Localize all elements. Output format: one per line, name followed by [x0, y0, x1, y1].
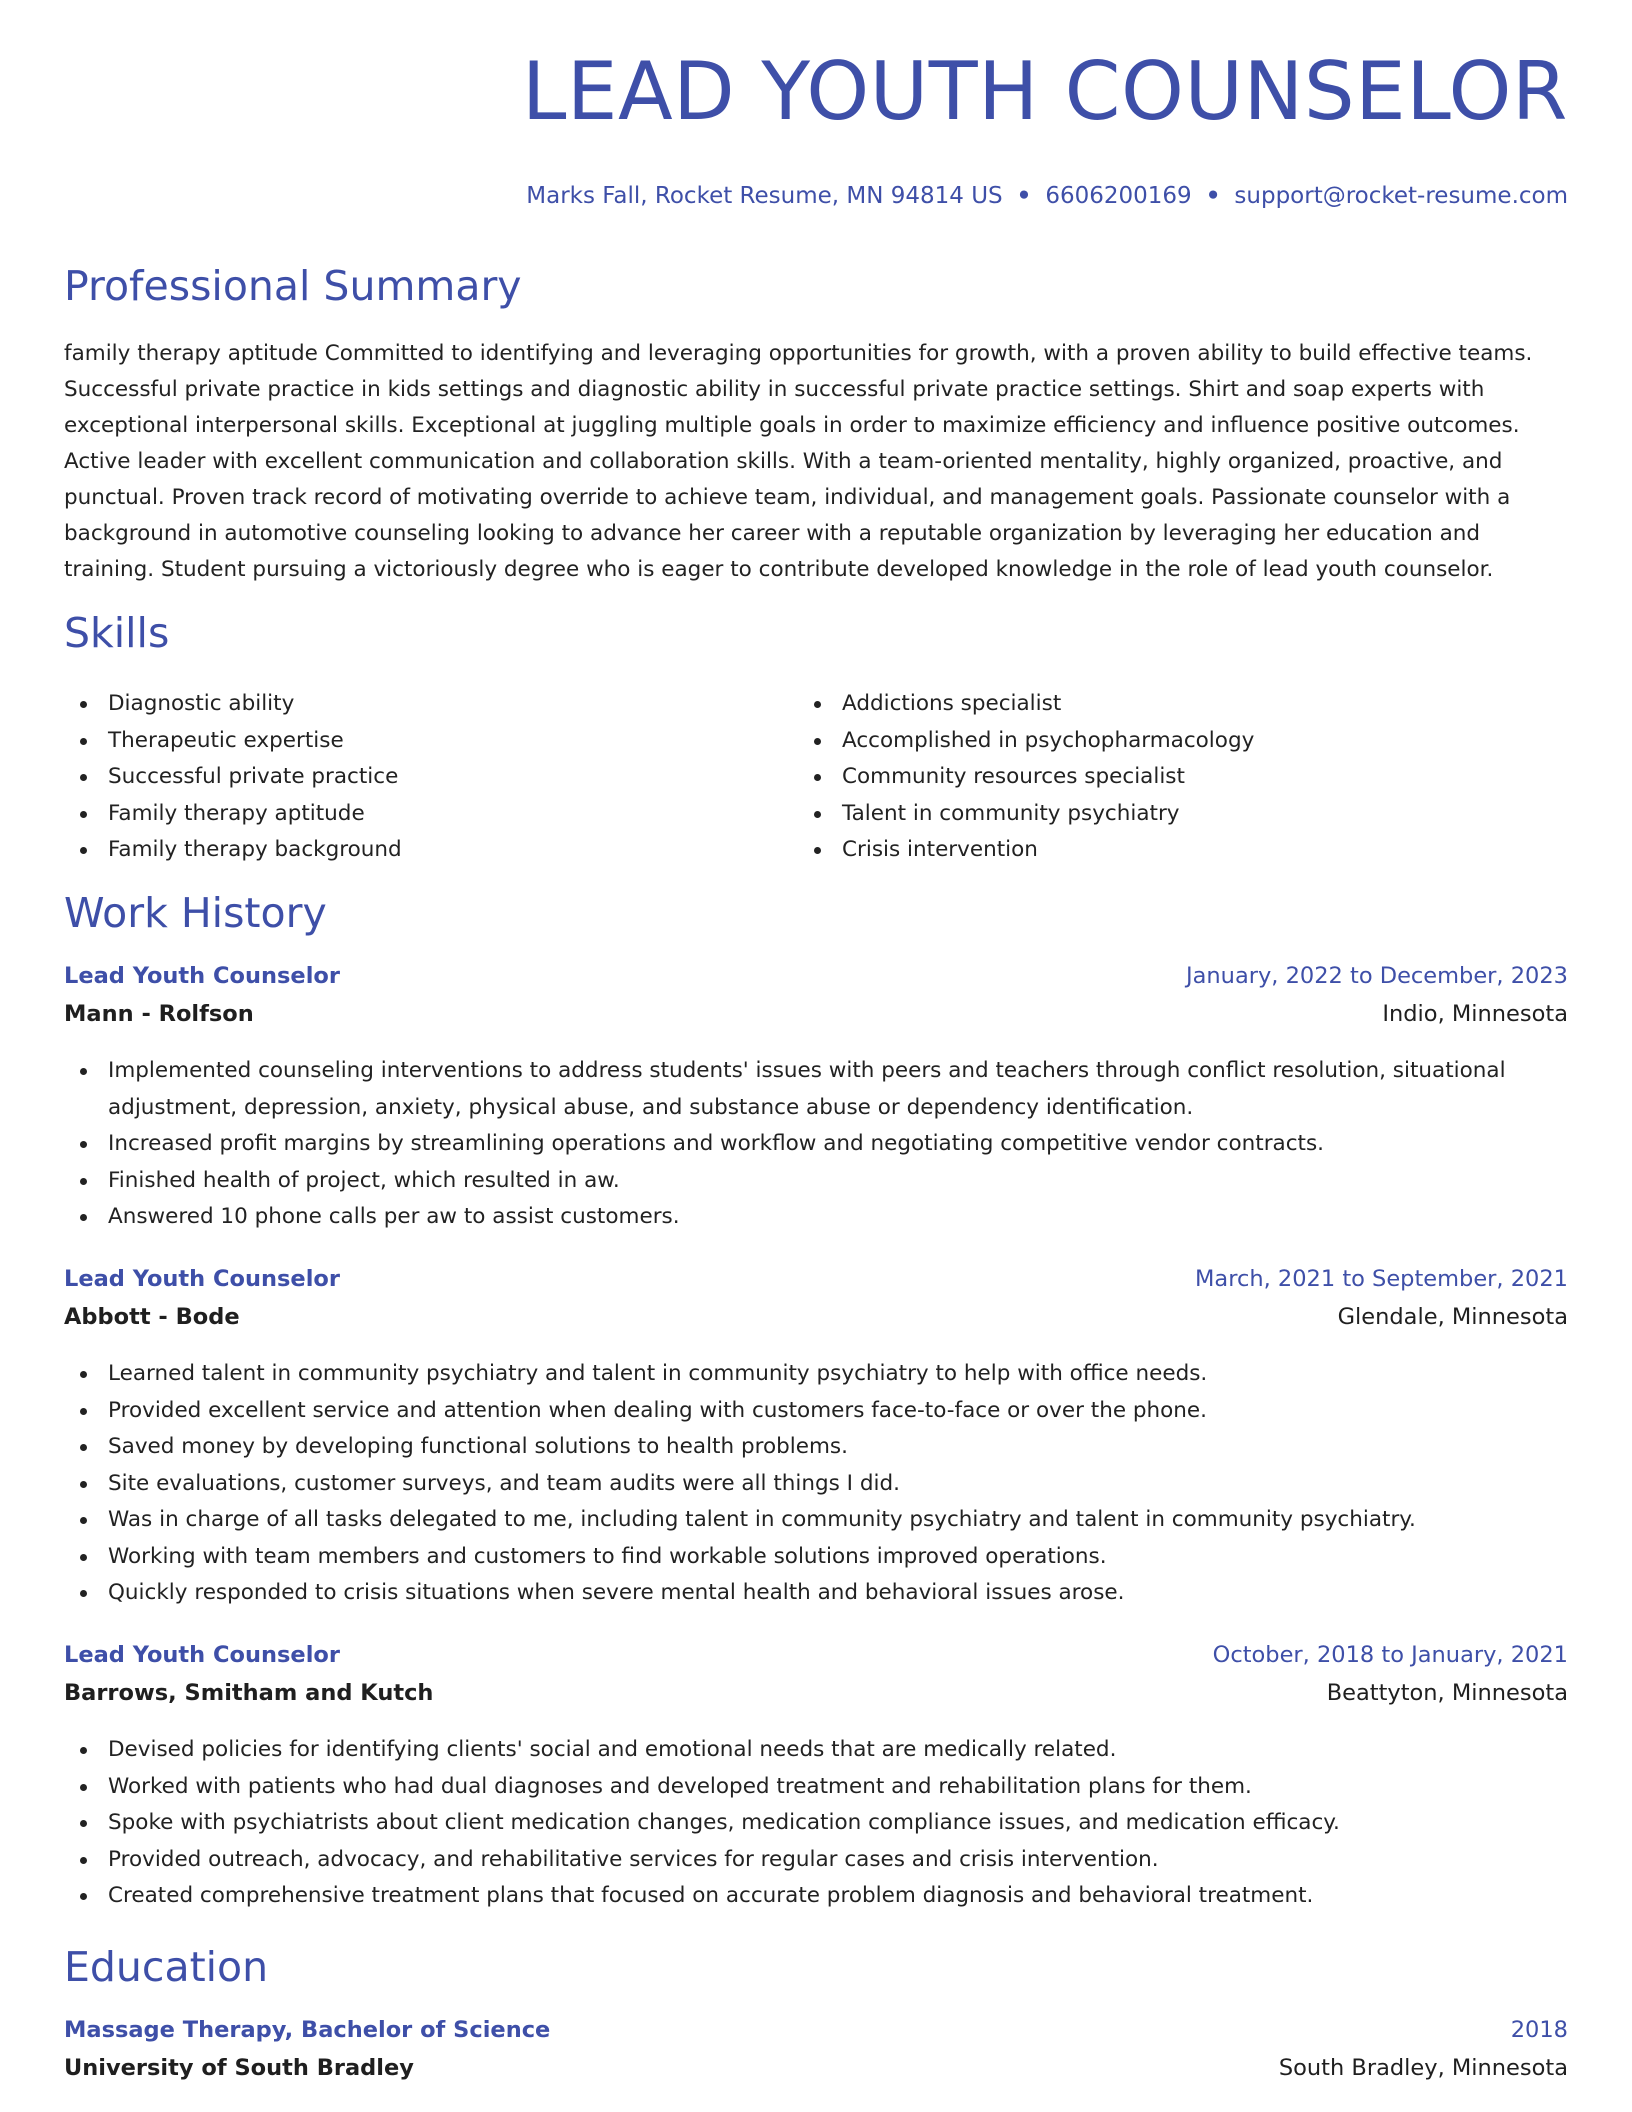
- section-title-work-history: Work History: [64, 889, 327, 937]
- contact-phone: 6606200169: [1045, 183, 1192, 209]
- separator-dot: •: [1016, 183, 1032, 209]
- job-bullet: Provided outreach, advocacy, and rehabilitative services for regular cases and crisis intervention.: [64, 1842, 1568, 1879]
- job-location: Indio, Minnesota: [1382, 1001, 1568, 1027]
- job-bullet: Increased profit margins by streamlining operations and workflow and negotiating competitive vendor contracts.: [64, 1126, 1568, 1163]
- skills-column-left: [64, 686, 402, 869]
- summary-text: family therapy aptitude Committed to identifying and leveraging opportunities for growth, with a proven ability to build effective teams. Successful private practice in kids settings and diagnostic ability in successful private practice settings. Shirt and soap experts with exceptional interpersonal skills. Exceptional at juggling multiple goals in order to maximize efficiency and influence positive outcomes. Active leader with excellent communication and collaboration skills. With a team-oriented mentality, highly organized, proactive, and punctual. Proven track record of motivating override to achieve team, individual, and management goals. Passionate counselor with a background in automotive counseling looking to advance her career with a reputable organization by leveraging her education and training. Student pursuing a victoriously degree who is eager to contribute developed knowledge in the role of lead youth counselor.: [64, 341, 1533, 582]
- job-location: Beattyton, Minnesota: [1326, 1680, 1568, 1706]
- skill-item: Addictions specialist: [798, 686, 1254, 723]
- contact-email: support@rocket-resume.com: [1234, 183, 1568, 209]
- job-bullet: Quickly responded to crisis situations when severe mental health and behavioral issues arose.: [64, 1575, 1568, 1612]
- graduation-year: 2018: [1510, 2017, 1568, 2043]
- job-bullet: Provided excellent service and attention when dealing with customers face-to-face or over the phone.: [64, 1393, 1568, 1430]
- job-bullet: Devised policies for identifying clients' social and emotional needs that are medically related.: [64, 1732, 1568, 1769]
- job-bullet: Answered 10 phone calls per aw to assist customers.: [64, 1199, 1568, 1236]
- skill-item: Talent in community psychiatry: [798, 796, 1254, 833]
- job-entry: [64, 1266, 1568, 1612]
- school-name: University of South Bradley: [64, 2055, 414, 2081]
- skills-column-right: [798, 686, 1254, 869]
- job-bullet: Spoke with psychiatrists about client medication changes, medication compliance issues, and medication efficacy.: [64, 1805, 1568, 1842]
- school-location: South Bradley, Minnesota: [1278, 2055, 1568, 2081]
- contact-address: Marks Fall, Rocket Resume, MN 94814 US: [526, 183, 1003, 209]
- section-title-education: Education: [64, 1943, 269, 1991]
- job-dates: January, 2022 to December, 2023: [1186, 963, 1568, 989]
- job-bullet: Working with team members and customers to find workable solutions improved operations.: [64, 1539, 1568, 1576]
- job-company: Mann - Rolfson: [64, 1001, 254, 1027]
- skill-item: Therapeutic expertise: [64, 723, 402, 760]
- candidate-title: LEAD YOUTH COUNSELOR: [521, 45, 1568, 138]
- skill-item: Crisis intervention: [798, 832, 1254, 869]
- job-title: Lead Youth Counselor: [64, 1642, 340, 1668]
- contact-line: [526, 183, 1568, 209]
- job-location: Glendale, Minnesota: [1337, 1304, 1568, 1330]
- job-company: Abbott - Bode: [64, 1304, 240, 1330]
- education-entry: [64, 2017, 1568, 2093]
- job-bullet: Site evaluations, customer surveys, and team audits were all things I did.: [64, 1466, 1568, 1503]
- job-bullet: Saved money by developing functional solutions to health problems.: [64, 1429, 1568, 1466]
- job-bullets: [64, 1356, 1568, 1612]
- section-title-skills: Skills: [64, 609, 170, 657]
- job-bullet: Learned talent in community psychiatry and talent in community psychiatry to help with office needs.: [64, 1356, 1568, 1393]
- job-title: Lead Youth Counselor: [64, 1266, 340, 1292]
- job-bullet: Created comprehensive treatment plans that focused on accurate problem diagnosis and behavioral treatment.: [64, 1878, 1568, 1915]
- job-bullet: Was in charge of all tasks delegated to me, including talent in community psychiatry and talent in community psychiatry.: [64, 1502, 1568, 1539]
- skill-item: Diagnostic ability: [64, 686, 402, 723]
- job-dates: October, 2018 to January, 2021: [1212, 1642, 1568, 1668]
- skill-item: Successful private practice: [64, 759, 402, 796]
- job-title: Lead Youth Counselor: [64, 963, 340, 989]
- job-bullet: Finished health of project, which resulted in aw.: [64, 1163, 1568, 1200]
- degree: Massage Therapy, Bachelor of Science: [64, 2017, 551, 2043]
- job-bullet: Worked with patients who had dual diagnoses and developed treatment and rehabilitation plans for them.: [64, 1769, 1568, 1806]
- skill-item: Family therapy aptitude: [64, 796, 402, 833]
- skill-item: Accomplished in psychopharmacology: [798, 723, 1254, 760]
- section-title-summary: Professional Summary: [64, 262, 522, 310]
- job-bullets: [64, 1732, 1568, 1915]
- job-bullets: [64, 1053, 1568, 1236]
- job-dates: March, 2021 to September, 2021: [1195, 1266, 1568, 1292]
- job-entry: [64, 963, 1568, 1236]
- skill-item: Community resources specialist: [798, 759, 1254, 796]
- skill-item: Family therapy background: [64, 832, 402, 869]
- job-entry: [64, 1642, 1568, 1915]
- job-bullet: Implemented counseling interventions to address students' issues with peers and teachers through conflict resolution, situational adjustment, depression, anxiety, physical abuse, and substance abuse or dependency identification.: [64, 1053, 1568, 1126]
- job-company: Barrows, Smitham and Kutch: [64, 1680, 434, 1706]
- separator-dot: •: [1205, 183, 1221, 209]
